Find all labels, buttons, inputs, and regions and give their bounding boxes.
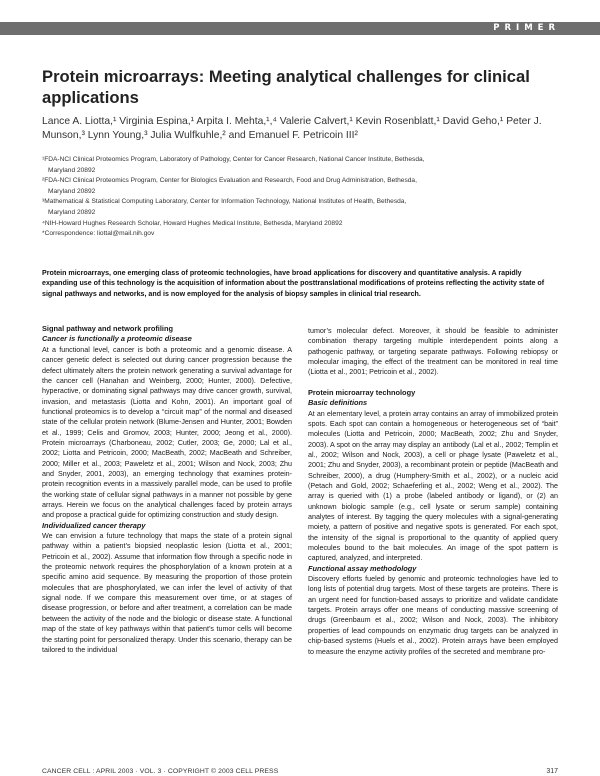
right-column [308, 326, 558, 657]
primer-header-bar [0, 22, 600, 35]
paragraph-gap [308, 378, 558, 388]
author-line: Munson,³ Lynn Young,³ Julia Wulfkuhle,² and Emanuel F. Petricoin III² [42, 129, 358, 141]
affiliations [42, 155, 570, 240]
subsection-heading: Functional assay methodology [308, 563, 417, 573]
page-number: 317 [546, 768, 558, 775]
subsection-heading: Cancer is functionally a proteomic disease [42, 334, 192, 344]
left-column [42, 324, 292, 655]
body-paragraph: tumor’s molecular defect. Moreover, it should be feasible to administer combination therapy targeting multiple interdependent points along a pathogenic pathway, or targeting separate pathways. Following rebiopsy or molecular imaging, the effect of the treatment can be monitored in real time (Liotta et al., 2001; Petricoin et al., 2002). [308, 327, 558, 377]
body-paragraph: At an elementary level, a protein array contains an array of immobilized protein spots. Each spot can contain a homogeneous or heterogeneous set of “bait” molecules (Liotta and Petricoin, 2000; MacBeath, 2002; Zhu and Snyder, 2003). A spot on the array may display an antibody (Lal et al., 2002; Templin et al., 2002; Wilson and Nock, 2003), a cell or phage lysate (Paweletz et al., 2001; Zhu and Snyder, 2003), a recombinant protein or peptide (MacBeath and Schreiber, 2000), a drug (Humphery-Smith et al., 2002), or a nucleic acid (Petach and Gold, 2002; Schaeferling et al., 2002; Weng et al., 2002). The array is queried with (1) a probe (labeled antibody or ligand), or (2) an unknown biologic sample (e.g., cell lysate or serum sample) containing analytes of interest. By tagging the query molecules with a signal-generating moiety, a pattern of positive and negative spots is generated. For each spot, the intensity of the signal is proportional to the quantity of applied query molecules bound to the bait molecules. An image of the spot pattern is captured, analyzed, and interpreted. [308, 409, 558, 563]
correspondence-line: *Correspondence: liottal@mail.nih.gov [42, 230, 155, 238]
affiliation-line: ⁴NIH-Howard Hughes Research Scholar, Howard Hughes Medical Institute, Bethesda, Maryland 20892 [42, 219, 343, 227]
affiliation-line: Maryland 20892 [48, 208, 96, 216]
body-paragraph: At a functional level, cancer is both a proteomic and a genomic disease. A cancer genetic defect is selected out during cancer progression because the defect ultimately alters the protein network generating a survival advantage for the cancer cell (Hanahan and Weinberg, 2000; Hunter, 2000). Defective, hyperactive, or dominating signal pathways may drive cancer growth, survival, invasion, and metastasis (Liotta and Kohn, 2001). An important goal of functional proteomics is to develop a “circuit map” of the normal and diseased state of the cellular protein network (Blume-Jensen and Hunter, 2001; Bowden et al., 1999; Celis and Gromov, 2003; Hunter, 2000; Jeong et al., 2000). Protein microarrays (Charboneau, 2002; Cutler, 2003; Ge, 2000; Lal et al., 2002; Liotta and Petricoin, 2000; MacBeath, 2002; MacBeath and Schreiber, 2000; Miller et al., 2003; Paweletz et al., 2001; Wilson and Nock, 2003; Zhu and Snyder, 2001, 2003), an emerging technology that examines protein-protein recognition events in a massively parallel mode, can be used to profile the working state of cellular signal pathways in a manner not possible by gene arrays. Herein we focus on the analytical challenges faced by protein arrays and propose a practical guide for optimizing construction and study design. [42, 345, 292, 520]
affiliation-line: ²FDA-NCI Clinical Proteomics Program, Center for Biologics Evaluation and Research, Food and Drug Administration, Bethesda, [42, 177, 417, 185]
journal-footer: CANCER CELL : APRIL 2003 · VOL. 3 · COPYRIGHT © 2003 CELL PRESS [42, 768, 279, 775]
subsection-heading: Basic definitions [308, 398, 368, 408]
affiliation-line: ³Mathematical & Statistical Computing Laboratory, Center for Information Technology, National Institutes of Health, Bethesda, [42, 198, 407, 206]
affiliation-line: ¹FDA-NCI Clinical Proteomics Program, Laboratory of Pathology, Center for Cancer Research, National Cancer Institute, Bethesda, [42, 156, 425, 163]
subsection-heading: Individualized cancer therapy [42, 520, 146, 530]
article-title: Protein microarrays: Meeting analytical challenges for clinical applications [42, 67, 530, 107]
section-label: PRIMER [493, 23, 560, 33]
body-paragraph: Discovery efforts fueled by genomic and proteomic technologies have led to long lists of potential drug targets. Most of these targets are proteins. There is an urgent need for function-based assays to prioritize and validate candidate targets. Protein arrays offer one means of conducting massive screening of drugs (Greenbaum et al., 2002; Wilson and Nock, 2003). The inhibitory properties of lead compounds on enzymatic drug targets can be analyzed in chip-based systems (Huels et al., 2002). Protein arrays have been employed to measure the enzyme activity profiles of the secreted and membrane pro- [308, 575, 558, 656]
author-line: Lance A. Liotta,¹ Virginia Espina,¹ Arpita I. Mehta,¹,⁴ Valerie Calvert,¹ Kevin Rosenblatt,¹ David Geho,¹ Peter J. [42, 116, 542, 127]
section-heading: Signal pathway and network profiling [42, 324, 173, 333]
affiliation-line: Maryland 20892 [48, 187, 96, 195]
abstract: Protein microarrays, one emerging class of proteomic technologies, have broad applications for discovery and quantitative analysis. A rapidly expanding use of this technology is the acquisition of information about the posttranslational modifications of proteins reflecting the activity state of signal pathways and networks, and is now employed for the analysis of biopsy samples in clinical trial research. [42, 269, 545, 298]
section-heading: Protein microarray technology [308, 387, 416, 397]
author-list [42, 115, 570, 142]
affiliation-line: Maryland 20892 [48, 166, 96, 174]
body-paragraph: We can envision a future technology that maps the state of a protein signal pathway within a patient’s biopsied neoplastic lesion (Liotta et al., 2001; Petricoin et al., 2002). Assume that information flow through a specific node in the proteomic network requires the phosphorylation of a known protein at a specific amino acid sequence. By measuring the proportion of those protein molecules that are phosphorylated, we can infer the level of activity of that signal node. If we compare this measurement over time, or at stages of disease progression, or before and after treatment, a correlation can be made between the activity of the node and the biologic or disease state. A functional map of the state of key pathways within that patient’s tumor cells will become the starting point for personalized therapy. Under this scenario, therapy can be tailored to the individual [42, 532, 292, 654]
